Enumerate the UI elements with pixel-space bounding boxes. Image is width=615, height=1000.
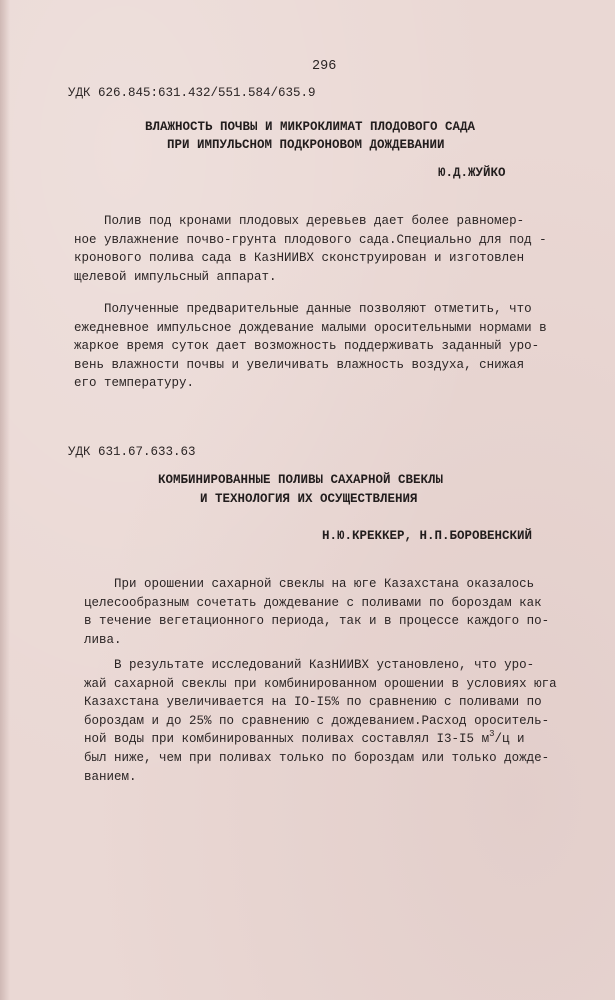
- article-1-paragraph-2: [74, 300, 547, 393]
- article-2-paragraph-1: [84, 575, 549, 649]
- article-1-author: Ю.Д.ЖУЙКО: [438, 166, 506, 180]
- text-line: его температуру.: [74, 376, 195, 391]
- text-line: ное увлажнение почво-грунта плодового сада.Специально для под -: [74, 232, 547, 247]
- text-line: ванием.: [84, 769, 137, 784]
- article-2-paragraph-2: [84, 656, 557, 786]
- text-line: В результате исследований КазНИИВХ установлено, что уро-: [84, 658, 535, 672]
- text-line: в течение вегетационного периода, так и в процессе каждого по-: [84, 614, 550, 629]
- article-2-title-line-2: И ТЕХНОЛОГИЯ ИХ ОСУЩЕСТВЛЕНИЯ: [200, 492, 418, 506]
- article-1-paragraph-1: [74, 212, 547, 286]
- superscript: 3: [489, 729, 495, 740]
- text-line: вень влажности почвы и увеличивать влажность воздуха, снижая: [74, 357, 525, 372]
- text-line: Казахстана увеличивается на IO-I5% по сравнению с поливами по: [84, 695, 542, 710]
- text-line: целесообразным сочетать дождевание с поливами по бороздам как: [84, 595, 542, 610]
- text-line: был ниже, чем при поливах только по бороздам или только дожде-: [84, 750, 550, 765]
- text-line: Полученные предварительные данные позволяют отметить, что: [74, 302, 532, 316]
- udk-code-article-1: УДК 626.845:631.432/551.584/635.9: [68, 86, 316, 100]
- text-segment: /ц и: [494, 732, 525, 747]
- article-1-title-line-1: ВЛАЖНОСТЬ ПОЧВЫ И МИКРОКЛИМАТ ПЛОДОВОГО САДА: [145, 120, 476, 134]
- page-binding-shadow: [0, 0, 10, 1000]
- text-line: ежедневное импульсное дождевание малыми оросительными нормами в: [74, 320, 547, 335]
- text-line-with-superscript: [84, 730, 557, 749]
- article-2-title-line-1: КОМБИНИРОВАННЫЕ ПОЛИВЫ САХАРНОЙ СВЕКЛЫ: [158, 473, 444, 487]
- page-number: 296: [312, 59, 337, 74]
- text-segment: ной воды при комбинированных поливах составлял I3-I5 м: [84, 732, 490, 747]
- text-line: При орошении сахарной свеклы на юге Казахстана оказалось: [84, 577, 535, 591]
- udk-code-article-2: УДК 631.67.633.63: [68, 445, 196, 459]
- text-line: щелевой импульсный аппарат.: [74, 269, 277, 284]
- text-line: Полив под кронами плодовых деревьев дает более равномер-: [74, 214, 525, 228]
- text-line: лива.: [84, 632, 122, 647]
- text-line: жай сахарной свеклы при комбинированном орошении в условиях юга: [84, 676, 557, 691]
- article-1-title-line-2: ПРИ ИМПУЛЬСНОМ ПОДКРОНОВОМ ДОЖДЕВАНИИ: [167, 138, 445, 152]
- article-2-authors: Н.Ю.КРЕККЕР, Н.П.БОРОВЕНСКИЙ: [322, 529, 533, 543]
- text-line: бороздам и до 25% по сравнению с дождеванием.Расход ороситель-: [84, 713, 550, 728]
- text-line: кронового полива сада в КазНИИВХ сконструирован и изготовлен: [74, 251, 525, 266]
- text-line: жаркое время суток дает возможность поддерживать заданный уро-: [74, 339, 540, 354]
